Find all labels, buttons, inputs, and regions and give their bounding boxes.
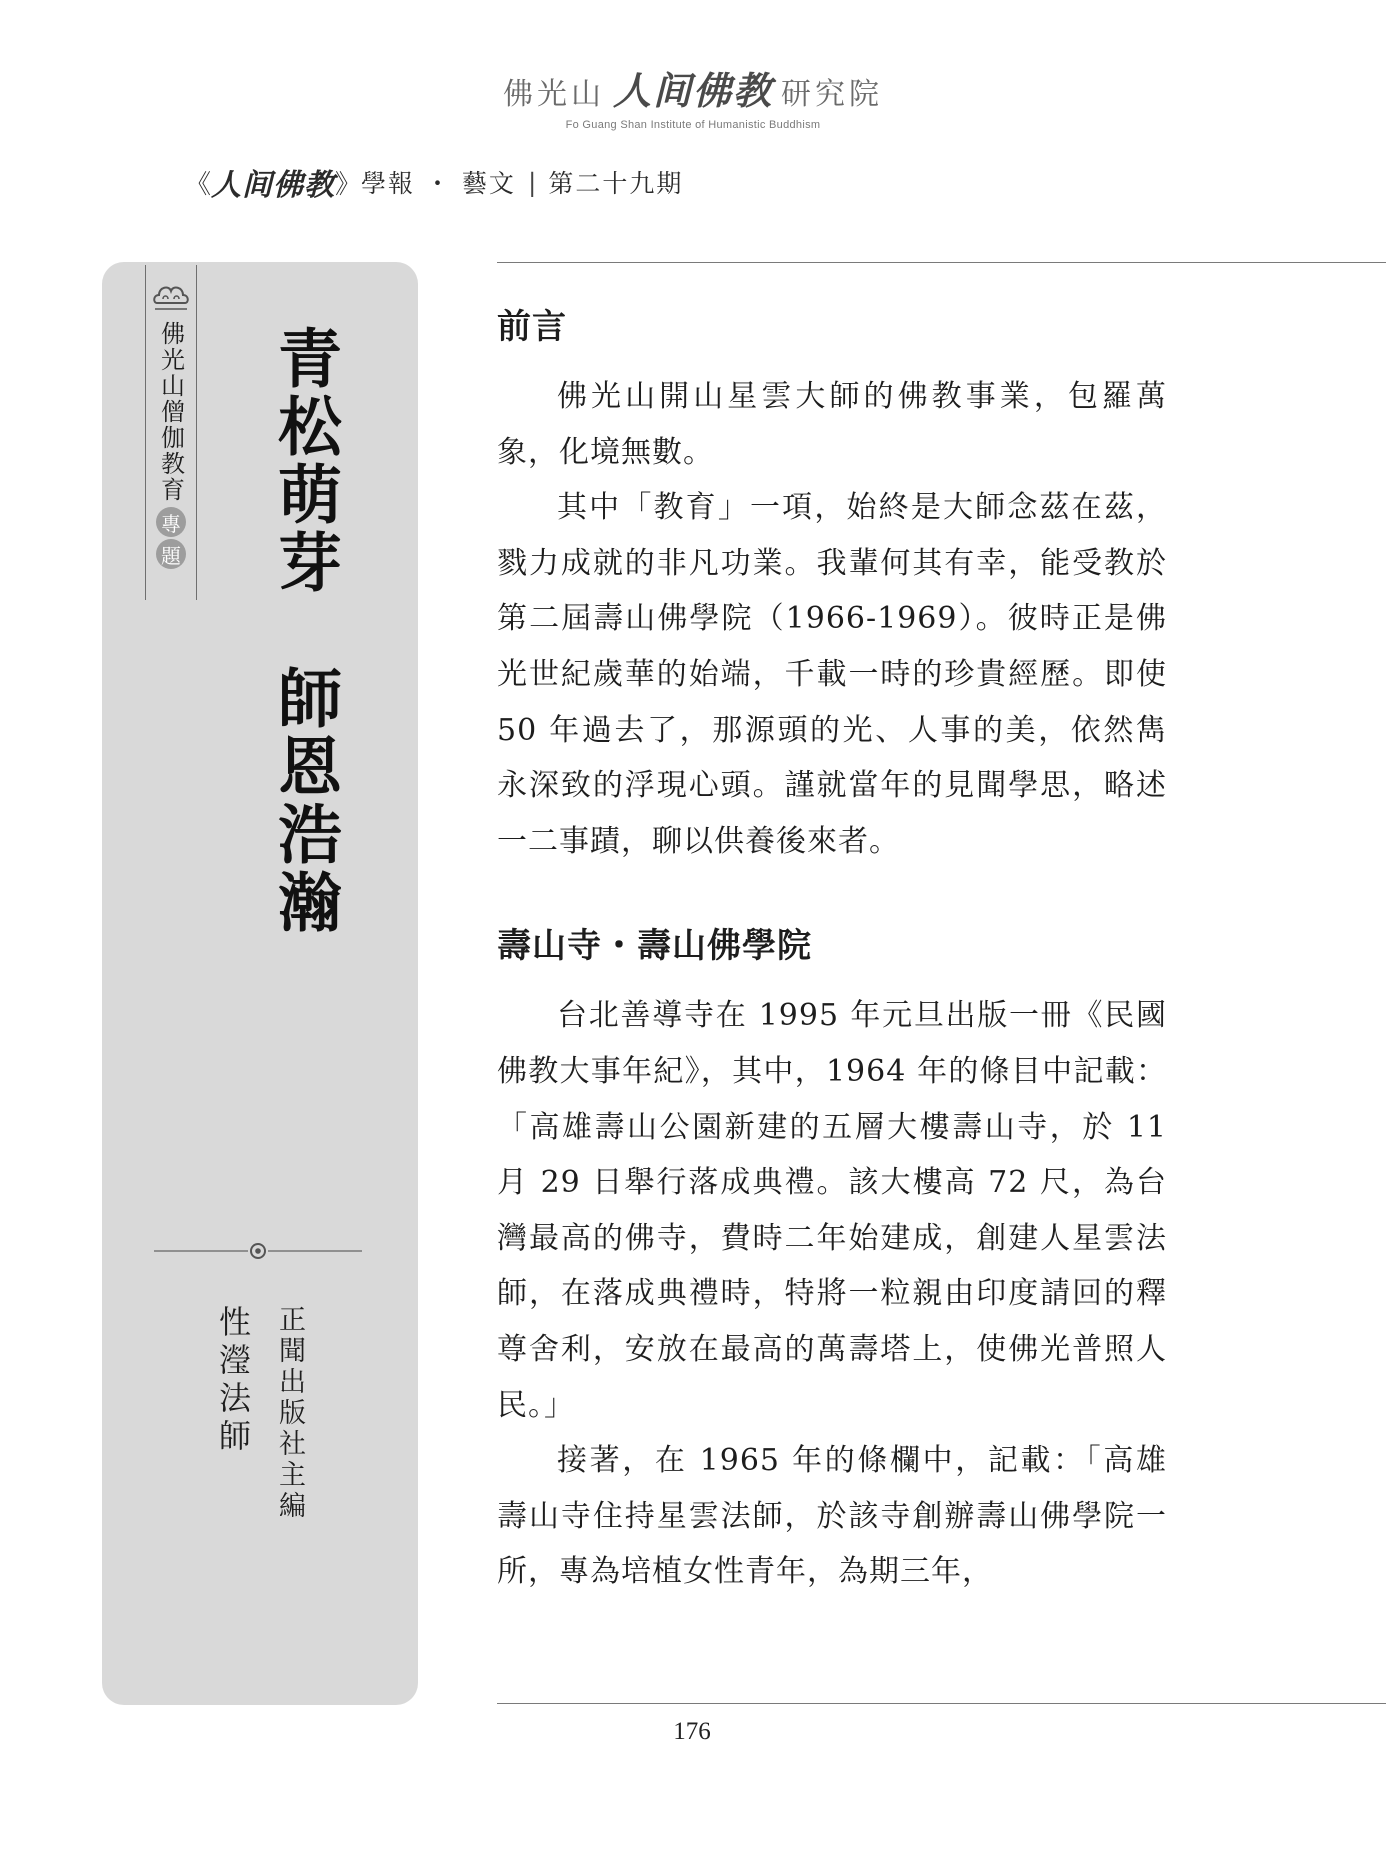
bottom-rule	[497, 1703, 1386, 1704]
masthead-left: 佛光山	[502, 77, 605, 112]
section-heading-shoushan: 壽山寺・壽山佛學院	[497, 926, 812, 967]
running-head-section: 學報 ・ 藝文	[361, 169, 516, 198]
special-topic-badges	[156, 507, 186, 569]
author-role: 正聞出版社主編	[274, 1305, 305, 1522]
article-title: 青松萌芽 師恩浩瀚	[267, 325, 342, 937]
paragraph: 台北善導寺在 1995 年元旦出版一冊《民國佛教大事年紀》，其中，1964 年的條目中記載：「高雄壽山公園新建的五層大樓壽山寺，於 11 月 29 日舉行落成典禮。該大樓高 72 尺，為台灣最高的佛寺，費時二年始建成，創建人星雲法師，在落成典禮時，特將一粒親由印度請回的釋尊舍利，安放在最高的萬壽塔上，使佛光普照人民。」	[497, 998, 1167, 1423]
divider-ornament-icon	[154, 1240, 362, 1262]
page-number: 176	[673, 1718, 711, 1745]
paragraph: 其中「教育」一項，始終是大師念茲在茲，戮力成就的非凡功業。我輩何其有幸，能受教於第二屆壽山佛學院（1966-1969）。彼時正是佛光世紀歲華的始端，千載一時的珍貴經歷。即使 50 年過去了，那源頭的光、人事的美，依然雋永深致的浮現心頭。謹就當年的見聞學思，略述一二事蹟，聊以供養後來者。	[497, 490, 1167, 859]
masthead-subtitle: Fo Guang Shan Institute of Humanistic Buddhism	[565, 119, 821, 131]
running-head-issue: 第二十九期	[548, 169, 684, 198]
paragraph: 接著，在 1965 年的條欄中，記載：「高雄壽山寺住持星雲法師，於該寺創辦壽山佛學院一所，專為培植女性青年，為期三年，	[497, 1443, 1167, 1590]
cloud-ornament-icon	[151, 273, 191, 317]
paragraph: 佛光山開山星雲大師的佛教事業，包羅萬象，化境無數。	[497, 379, 1167, 470]
masthead-line	[503, 60, 883, 115]
masthead-brand-logo: 人间佛教	[612, 68, 773, 113]
series-label: 佛光山僧伽教育	[156, 321, 185, 503]
top-rule	[497, 262, 1386, 263]
running-head-bracket-close: 》	[335, 169, 362, 200]
series-column	[145, 265, 197, 600]
section-heading-preface: 前言	[497, 307, 567, 347]
article-body	[497, 305, 1167, 1600]
badge-zhuan: 專	[156, 507, 186, 537]
running-head-bracket-open: 《	[185, 169, 212, 200]
masthead	[0, 60, 1386, 131]
running-head-journal: 人间佛教	[211, 168, 336, 203]
masthead-right: 研究院	[781, 77, 883, 112]
running-head	[185, 160, 683, 204]
running-head-divider: |	[527, 167, 537, 197]
author-name: 性瀅法師	[214, 1305, 252, 1457]
badge-ti: 題	[156, 539, 186, 569]
